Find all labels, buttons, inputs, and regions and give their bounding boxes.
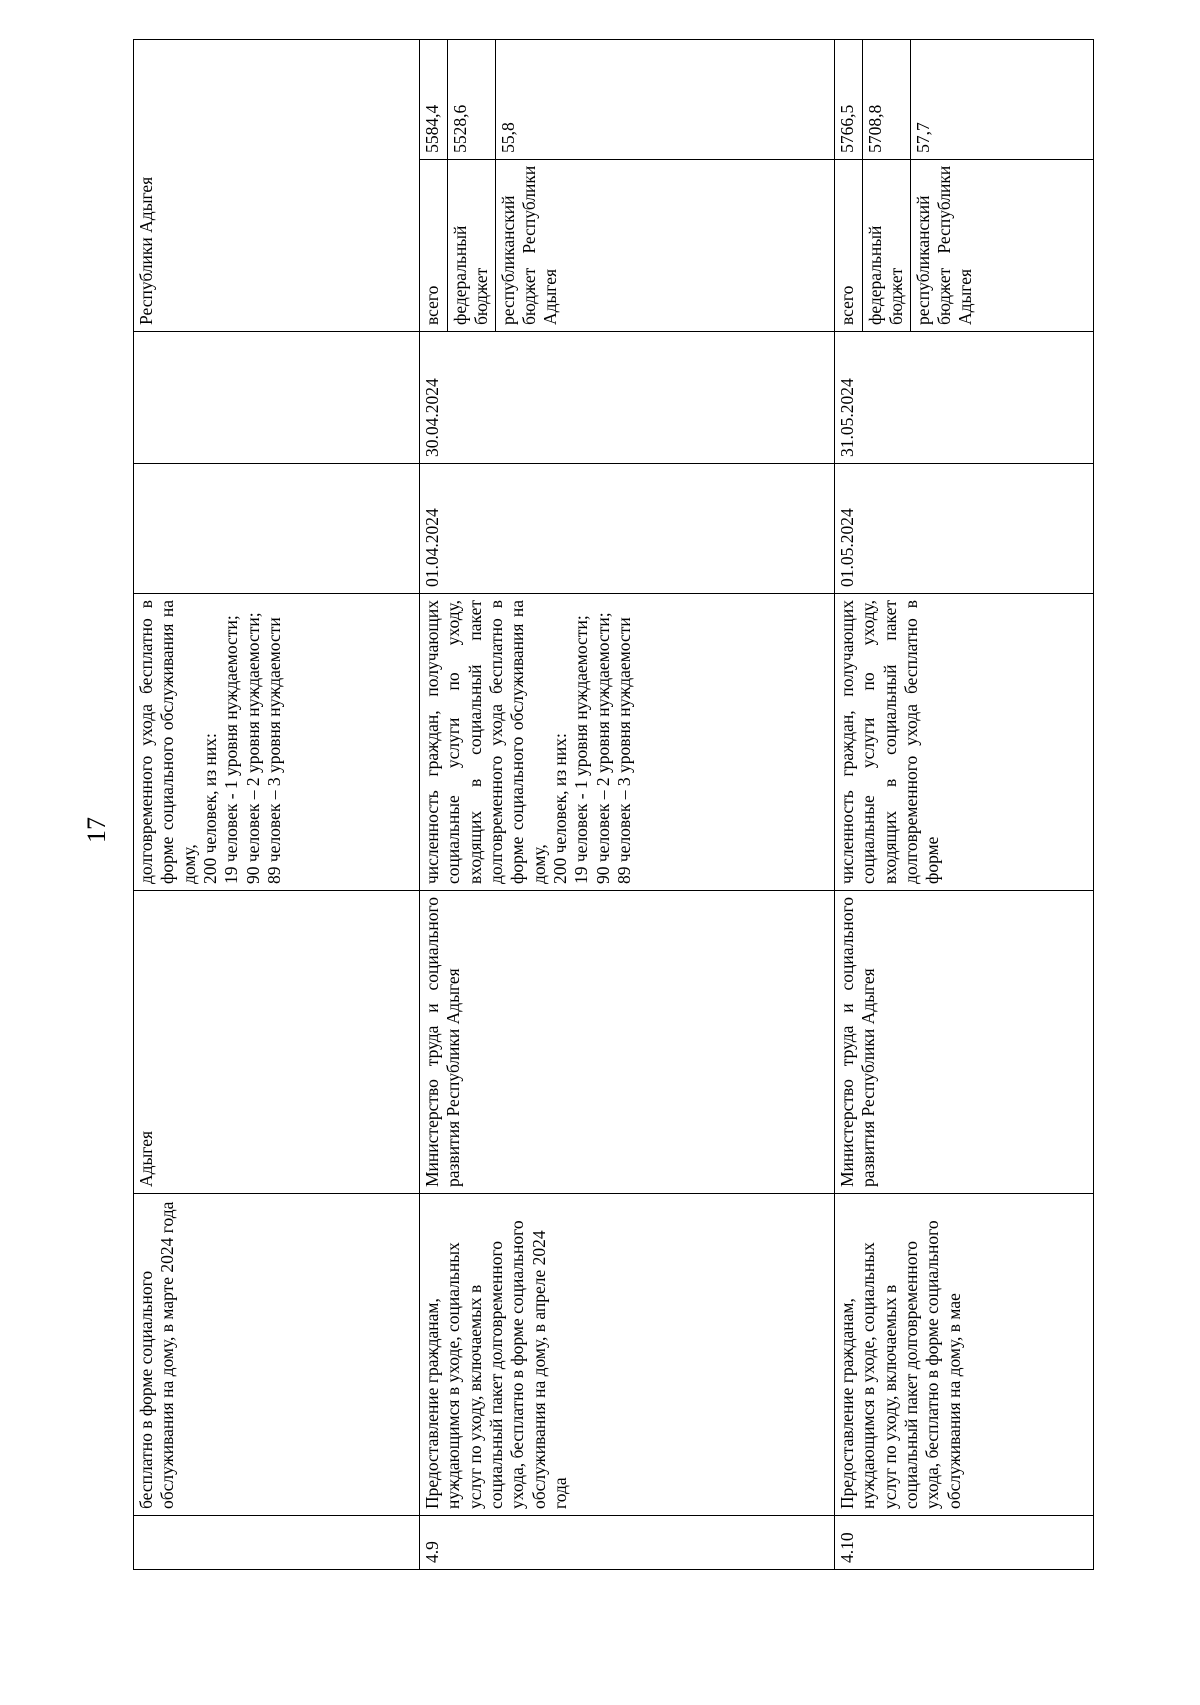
start-date-cell: 01.05.2024	[835, 464, 1094, 594]
finance-table	[420, 40, 834, 331]
measures-table	[133, 39, 1094, 1570]
finance-cell	[420, 40, 835, 332]
finance-amount: 5708,8	[862, 40, 910, 159]
finance-source-cell: Республики Адыгея	[134, 40, 420, 332]
result-cell	[134, 594, 420, 891]
responsible-cell: Министерство труда и социального развития Республики Адыгея	[420, 891, 835, 1194]
table-row	[134, 40, 420, 1570]
finance-source-label: всего	[420, 159, 447, 331]
result-line: численность граждан, получающих социальные услуги по уходу, входящих в социальный пакет долговременного ухода бесплатно в форме социального обслуживания на дому,	[422, 600, 549, 884]
row-number-cell	[134, 1516, 420, 1570]
finance-row	[862, 40, 910, 331]
finance-source-label: всего	[835, 159, 862, 331]
finance-row	[495, 40, 834, 331]
finance-source-label: федеральный бюджет	[447, 159, 495, 331]
finance-row	[910, 40, 1093, 331]
event-cell: Предоставление гражданам, нуждающимся в уходе, социальных услуг по уходу, включаемых в социальный пакет долговременного ухода, бесплатно в форме социального обслуживания на дому, в мае	[835, 1194, 1094, 1516]
finance-row	[447, 40, 495, 331]
responsible-cell: Адыгея	[134, 891, 420, 1194]
finance-row	[835, 40, 862, 331]
finance-table	[835, 40, 1093, 331]
table-row	[835, 40, 1094, 1570]
end-date-cell: 31.05.2024	[835, 332, 1094, 464]
finance-amount: 55,8	[497, 122, 518, 153]
event-cell: Предоставление гражданам, нуждающимся в уходе, социальных услуг по уходу, включаемых в социальный пакет долговременного ухода, бесплатно в форме социального обслуживания на дому, в апреле 2024 года	[420, 1194, 835, 1516]
row-number-cell: 4.9	[420, 1516, 835, 1570]
table-row	[420, 40, 835, 1570]
result-line: 200 человек, из них:	[200, 733, 221, 884]
finance-amount: 5766,5	[835, 40, 862, 159]
finance-source-label: федеральный бюджет	[862, 159, 910, 331]
result-line: 19 человек - 1 уровня нуждаемости;	[221, 615, 242, 884]
result-line: численность граждан, получающих социальные услуги по уходу, входящих в социальный пакет долговременного ухода бесплатно в форме	[837, 600, 943, 884]
start-date-cell	[134, 464, 420, 594]
finance-amount: 5528,6	[447, 40, 495, 159]
page-number: 17	[82, 817, 111, 843]
result-line: 90 человек – 2 уровня нуждаемости;	[592, 612, 613, 884]
result-line: долговременного ухода бесплатно в форме социального обслуживания на дому,	[136, 600, 199, 884]
result-line: 90 человек – 2 уровня нуждаемости;	[242, 612, 263, 884]
result-line: 89 человек – 3 уровня нуждаемости	[614, 617, 635, 884]
result-line: 19 человек - 1 уровня нуждаемости;	[571, 615, 592, 884]
end-date-cell	[134, 332, 420, 464]
finance-source-label: республиканский бюджет Республики Адыгея	[910, 159, 1093, 331]
result-line: 89 человек – 3 уровня нуждаемости	[264, 617, 285, 884]
row-number-cell: 4.10	[835, 1516, 1094, 1570]
rotated-table-container	[133, 40, 1093, 1570]
responsible-cell: Министерство труда и социального развития Республики Адыгея	[835, 891, 1094, 1194]
finance-amount: 57,7	[912, 122, 933, 153]
start-date-cell: 01.04.2024	[420, 464, 835, 594]
result-cell	[835, 594, 1094, 891]
result-cell	[420, 594, 835, 891]
end-date-cell: 30.04.2024	[420, 332, 835, 464]
finance-cell	[835, 40, 1094, 332]
finance-source-label: республиканский бюджет Республики Адыгея	[495, 159, 834, 331]
event-cell: бесплатно в форме социального обслуживания на дому, в марте 2024 года	[134, 1194, 420, 1516]
finance-row	[420, 40, 447, 331]
finance-amount: 5584,4	[420, 40, 447, 159]
result-line: 200 человек, из них:	[550, 733, 571, 884]
